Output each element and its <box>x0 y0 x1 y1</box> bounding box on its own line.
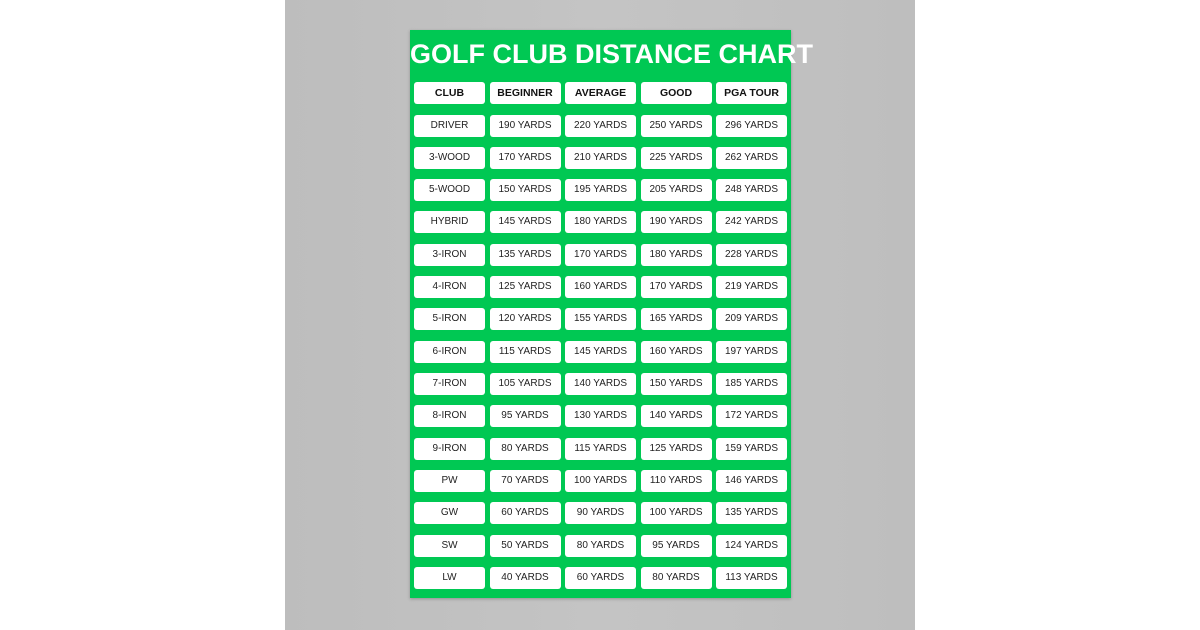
table-row <box>414 341 788 363</box>
table-row <box>414 405 788 427</box>
cell-average: 170 YARDS <box>565 244 636 266</box>
cell-club: 3-IRON <box>414 244 485 266</box>
cell-beginner: 80 YARDS <box>490 438 561 460</box>
column-header-good: GOOD <box>641 82 712 104</box>
cell-good: 170 YARDS <box>641 276 712 298</box>
cell-pga-tour: 242 YARDS <box>716 211 787 233</box>
cell-club: 9-IRON <box>414 438 485 460</box>
cell-club: HYBRID <box>414 211 485 233</box>
cell-average: 195 YARDS <box>565 179 636 201</box>
cell-pga-tour: 296 YARDS <box>716 115 787 137</box>
cell-pga-tour: 248 YARDS <box>716 179 787 201</box>
cell-club: 8-IRON <box>414 405 485 427</box>
table-row <box>414 179 788 201</box>
cell-club: 7-IRON <box>414 373 485 395</box>
column-header-pga-tour: PGA TOUR <box>716 82 787 104</box>
cell-average: 210 YARDS <box>565 147 636 169</box>
cell-beginner: 120 YARDS <box>490 308 561 330</box>
cell-beginner: 95 YARDS <box>490 405 561 427</box>
cell-club: SW <box>414 535 485 557</box>
cell-club: 4-IRON <box>414 276 485 298</box>
cell-good: 165 YARDS <box>641 308 712 330</box>
cell-beginner: 50 YARDS <box>490 535 561 557</box>
cell-average: 155 YARDS <box>565 308 636 330</box>
table-row <box>414 147 788 169</box>
cell-good: 190 YARDS <box>641 211 712 233</box>
cell-pga-tour: 172 YARDS <box>716 405 787 427</box>
cell-average: 145 YARDS <box>565 341 636 363</box>
cell-beginner: 135 YARDS <box>490 244 561 266</box>
cell-average: 80 YARDS <box>565 535 636 557</box>
table-row <box>414 470 788 492</box>
cell-beginner: 150 YARDS <box>490 179 561 201</box>
cell-beginner: 145 YARDS <box>490 211 561 233</box>
cell-beginner: 70 YARDS <box>490 470 561 492</box>
cell-beginner: 40 YARDS <box>490 567 561 589</box>
table-header-row <box>414 82 788 104</box>
cell-club: PW <box>414 470 485 492</box>
cell-pga-tour: 262 YARDS <box>716 147 787 169</box>
cell-club: 3-WOOD <box>414 147 485 169</box>
cell-average: 220 YARDS <box>565 115 636 137</box>
cell-beginner: 115 YARDS <box>490 341 561 363</box>
cell-beginner: 170 YARDS <box>490 147 561 169</box>
cell-club: LW <box>414 567 485 589</box>
cell-beginner: 125 YARDS <box>490 276 561 298</box>
golf-chart-poster <box>410 30 813 598</box>
cell-pga-tour: 124 YARDS <box>716 535 787 557</box>
table-row <box>414 211 788 233</box>
cell-pga-tour: 135 YARDS <box>716 502 787 524</box>
cell-pga-tour: 185 YARDS <box>716 373 787 395</box>
cell-good: 110 YARDS <box>641 470 712 492</box>
cell-good: 250 YARDS <box>641 115 712 137</box>
table-row <box>414 308 788 330</box>
cell-average: 180 YARDS <box>565 211 636 233</box>
table-row <box>414 373 788 395</box>
column-header-beginner: BEGINNER <box>490 82 561 104</box>
cell-average: 160 YARDS <box>565 276 636 298</box>
cell-average: 130 YARDS <box>565 405 636 427</box>
table-row <box>414 115 788 137</box>
cell-beginner: 105 YARDS <box>490 373 561 395</box>
cell-average: 100 YARDS <box>565 470 636 492</box>
cell-club: 5-IRON <box>414 308 485 330</box>
cell-beginner: 190 YARDS <box>490 115 561 137</box>
cell-pga-tour: 146 YARDS <box>716 470 787 492</box>
cell-good: 150 YARDS <box>641 373 712 395</box>
cell-average: 60 YARDS <box>565 567 636 589</box>
table-row <box>414 276 788 298</box>
cell-club: GW <box>414 502 485 524</box>
cell-club: 5-WOOD <box>414 179 485 201</box>
table-row <box>414 502 788 524</box>
cell-pga-tour: 219 YARDS <box>716 276 787 298</box>
cell-average: 115 YARDS <box>565 438 636 460</box>
cell-good: 125 YARDS <box>641 438 712 460</box>
column-header-club: CLUB <box>414 82 485 104</box>
cell-pga-tour: 209 YARDS <box>716 308 787 330</box>
table-row <box>414 567 788 589</box>
cell-average: 140 YARDS <box>565 373 636 395</box>
cell-pga-tour: 197 YARDS <box>716 341 787 363</box>
cell-good: 95 YARDS <box>641 535 712 557</box>
table-row <box>414 438 788 460</box>
cell-good: 80 YARDS <box>641 567 712 589</box>
cell-pga-tour: 113 YARDS <box>716 567 787 589</box>
cell-good: 225 YARDS <box>641 147 712 169</box>
cell-good: 100 YARDS <box>641 502 712 524</box>
cell-beginner: 60 YARDS <box>490 502 561 524</box>
table-row <box>414 244 788 266</box>
cell-good: 160 YARDS <box>641 341 712 363</box>
cell-club: 6-IRON <box>414 341 485 363</box>
cell-pga-tour: 228 YARDS <box>716 244 787 266</box>
cell-good: 205 YARDS <box>641 179 712 201</box>
column-header-average: AVERAGE <box>565 82 636 104</box>
cell-average: 90 YARDS <box>565 502 636 524</box>
chart-title: GOLF CLUB DISTANCE CHART <box>410 39 813 69</box>
cell-good: 180 YARDS <box>641 244 712 266</box>
table-row <box>414 535 788 557</box>
cell-club: DRIVER <box>414 115 485 137</box>
cell-good: 140 YARDS <box>641 405 712 427</box>
cell-pga-tour: 159 YARDS <box>716 438 787 460</box>
